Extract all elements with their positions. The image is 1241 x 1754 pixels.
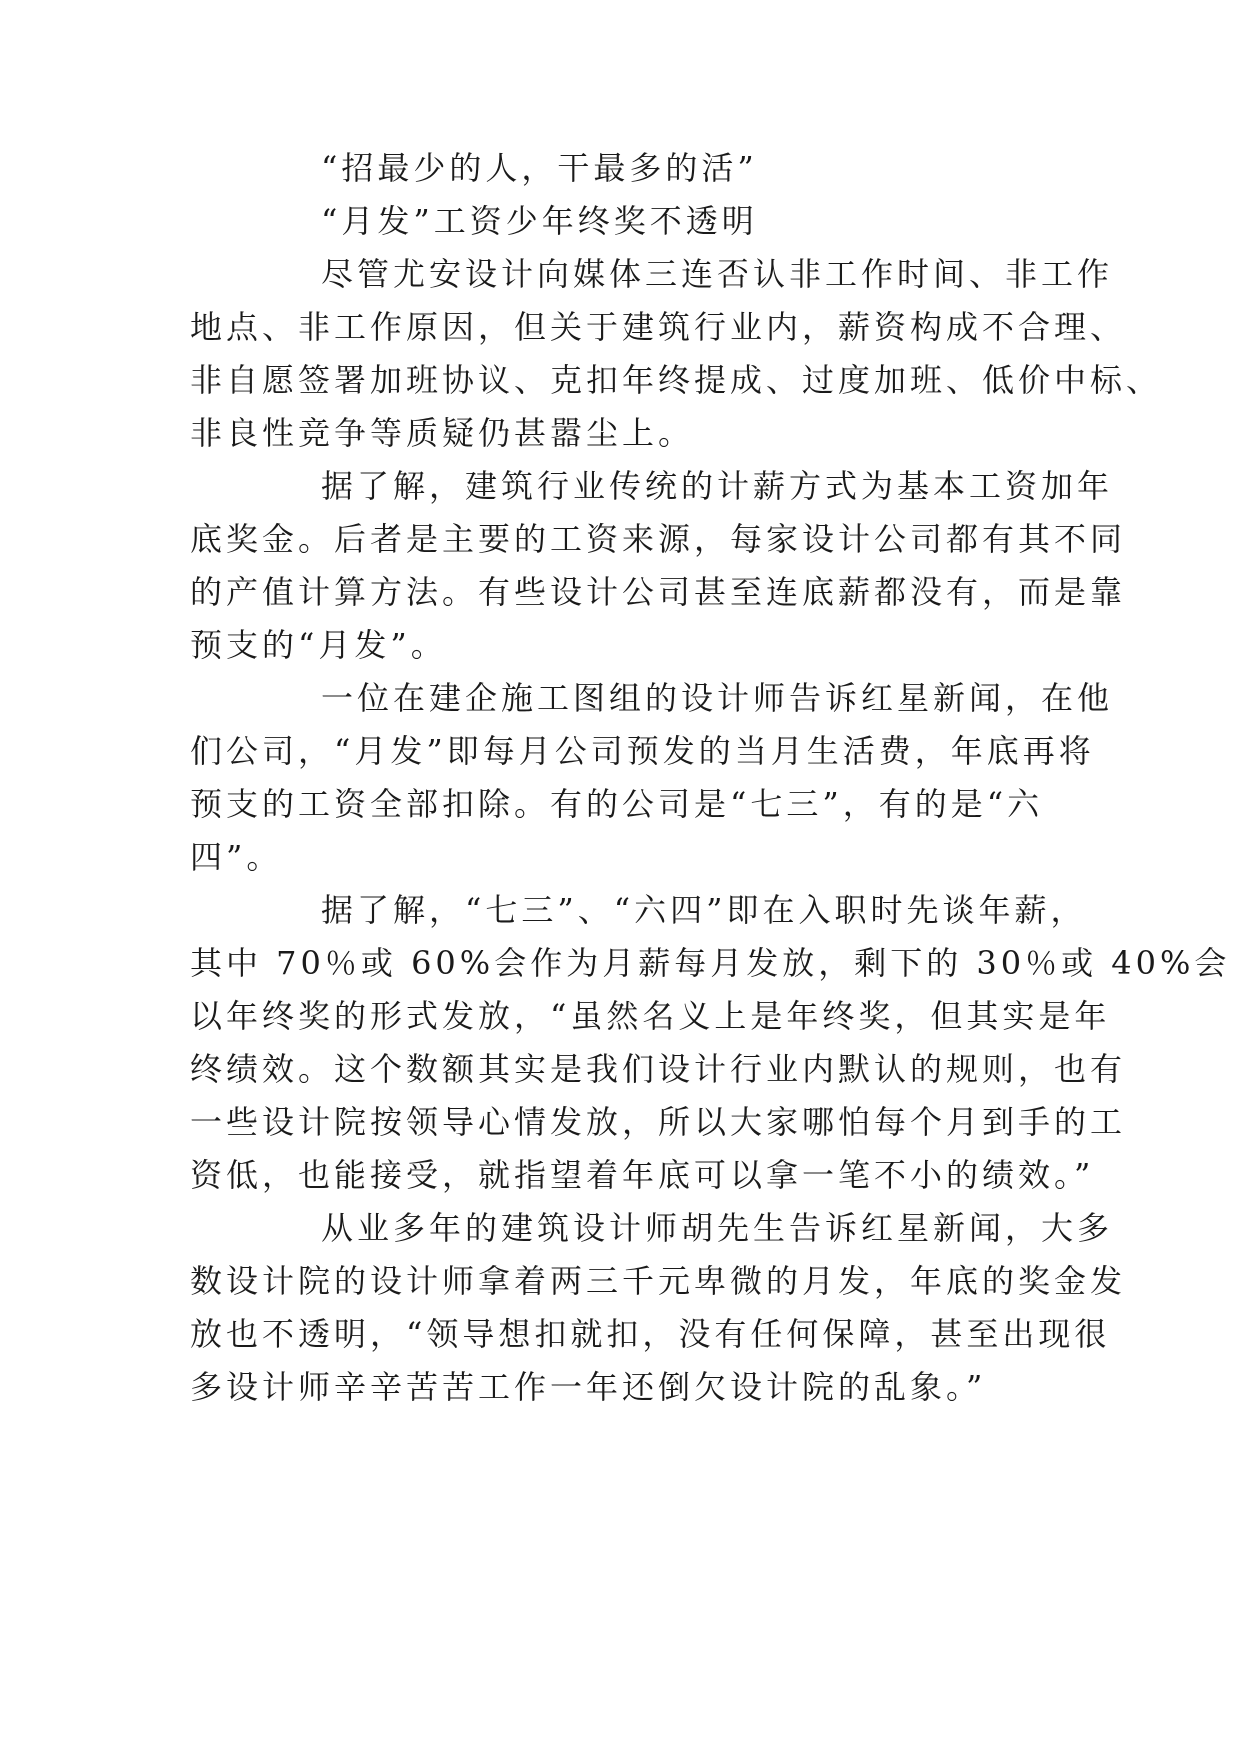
paragraph-4-line-2: 其中 70％或 60%会作为月薪每月发放，剩下的 30％或 40%会 [190, 944, 1231, 982]
paragraph-1-line-4: 非良性竞争等质疑仍甚嚣尘上。 [190, 414, 695, 452]
paragraph-3-line-1: 一位在建企施工图组的设计师告诉红星新闻，在他 [321, 679, 1114, 717]
paragraph-5-line-1: 从业多年的建筑设计师胡先生告诉红星新闻，大多 [321, 1209, 1114, 1247]
paragraph-1-line-2: 地点、非工作原因，但关于建筑行业内，薪资构成不合理、 [190, 308, 1127, 346]
paragraph-4-line-4: 终绩效。这个数额其实是我们设计行业内默认的规则，也有 [190, 1050, 1127, 1088]
paragraph-5-line-4: 多设计师辛辛苦苦工作一年还倒欠设计院的乱象。” [190, 1368, 987, 1406]
paragraph-2-line-3: 的产值计算方法。有些设计公司甚至连底薪都没有，而是靠 [190, 573, 1127, 611]
paragraph-2-line-4: 预支的“月发”。 [190, 626, 447, 664]
paragraph-2-line-2: 底奖金。后者是主要的工资来源，每家设计公司都有其不同 [190, 520, 1127, 558]
paragraph-3-line-2: 们公司，“月发”即每月公司预发的当月生活费，年底再将 [190, 732, 1095, 770]
heading-monthly-pay: “月发”工资少年终奖不透明 [321, 202, 758, 240]
paragraph-4-line-5: 一些设计院按领导心情发放，所以大家哪怕每个月到手的工 [190, 1103, 1127, 1141]
paragraph-5-line-2: 数设计院的设计师拿着两三千元卑微的月发，年底的奖金发 [190, 1262, 1127, 1300]
paragraph-1-line-1: 尽管尤安设计向媒体三连否认非工作时间、非工作 [321, 255, 1114, 293]
paragraph-4-line-1: 据了解，“七三”、“六四”即在入职时先谈年薪， [321, 891, 1087, 929]
paragraph-5-line-3: 放也不透明，“领导想扣就扣，没有任何保障，甚至出现很 [190, 1315, 1111, 1353]
heading-recruitment: “招最少的人，干最多的活” [321, 149, 758, 187]
paragraph-4-line-6: 资低，也能接受，就指望着年底可以拿一笔不小的绩效。” [190, 1156, 1095, 1194]
paragraph-1-line-3: 非自愿签署加班协议、克扣年终提成、过度加班、低价中标、 [190, 361, 1163, 399]
paragraph-2-line-1: 据了解，建筑行业传统的计薪方式为基本工资加年 [321, 467, 1114, 505]
paragraph-4-line-3: 以年终奖的形式发放，“虽然名义上是年终奖，但其实是年 [190, 997, 1111, 1035]
paragraph-3-line-4: 四”。 [190, 838, 283, 876]
paragraph-3-line-3: 预支的工资全部扣除。有的公司是“七三”，有的是“六 [190, 785, 1044, 823]
